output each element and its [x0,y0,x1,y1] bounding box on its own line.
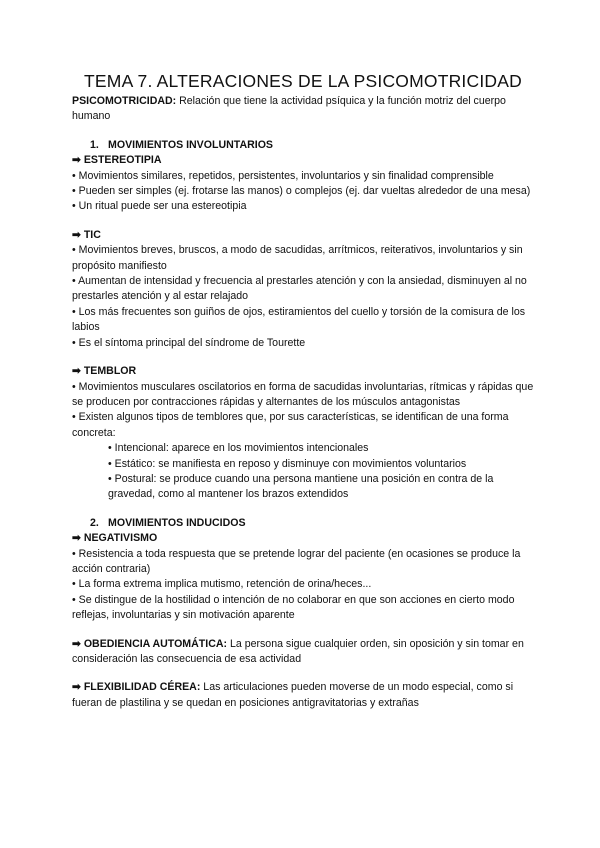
section-2-heading [90,516,534,531]
list-item: • Se distingue de la hostilidad o intención de no colaborar en que son acciones en cierto modo reflejas, involuntarias y sin motivación aparente [72,593,515,622]
obediencia-text: La persona sigue cualquier orden, sin oposición y sin tomar en consideración las consecuencia de esa actividad [72,637,524,665]
sub-list-item: • Intencional: aparece en los movimientos intencionales [108,442,369,455]
definition-text: Relación que tiene la actividad psíquica y la función motriz del cuerpo humano [72,95,506,123]
definition-paragraph [72,94,534,125]
flexibilidad-text: Las articulaciones pueden moverse de un modo especial, como si fueran de plastilina y se quedan en posiciones antigravitatorias y extrañas [72,681,514,709]
negativismo-heading: ➡ NEGATIVISMO [72,532,158,545]
list-item: • Resistencia a toda respuesta que se pretende lograr del paciente (en ocasiones se produce la acción contraria) [72,547,521,575]
section-2-number: 2. [90,516,99,529]
tic-heading: ➡ TIC [72,228,101,241]
flexibilidad-paragraph [72,680,534,711]
flexibilidad-heading: ➡ FLEXIBILIDAD CÉREA: [72,681,201,694]
section-1-number: 1. [90,138,99,151]
list-item: • Un ritual puede ser una estereotipia [72,200,247,213]
list-item: • Es el síntoma principal del síndrome de Tourette [72,336,306,349]
list-item: • Pueden ser simples (ej. frotarse las manos) o complejos (ej. dar vueltas alrededor de una mesa) [72,185,531,198]
list-item: • Aumentan de intensidad y frecuencia al prestarles atención y con la ansiedad, disminuyen al no prestarles atención y al estar relajado [72,275,527,303]
sub-list-item: • Estático: se manifiesta en reposo y disminuye con movimientos voluntarios [108,457,467,470]
list-item: • Movimientos breves, bruscos, a modo de sacudidas, arrítmicos, reiterativos, involuntarios y sin propósito manifiesto [72,244,523,272]
list-item: • Los más frecuentes son guiños de ojos, estiramientos del cuello y torsión de la comisura de los labios [72,305,526,334]
list-item: • Existen algunos tipos de temblores que, por sus características, se identifican de una forma concreta: [72,411,509,439]
section-1-title: MOVIMIENTOS INVOLUNTARIOS [108,138,273,151]
definition-term: PSICOMOTRICIDAD: [72,95,177,107]
document-page [72,70,534,711]
obediencia-paragraph [72,637,534,668]
page-title: TEMA 7. ALTERACIONES DE LA PSICOMOTRICIDAD [84,71,522,91]
list-item: • Movimientos musculares oscilatorios en forma de sacudidas involuntarias, rítmicas y rápidas que se producen por contracciones rápidas y alternantes de los músculos antagonistas [72,380,534,408]
temblor-heading: ➡ TEMBLOR [72,365,137,378]
sub-list-item: • Postural: se produce cuando una persona mantiene una posición en contra de la gravedad, como al mantener los brazos extendidos [108,472,494,501]
list-item: • Movimientos similares, repetidos, persistentes, involuntarios y sin finalidad comprensible [72,169,494,182]
list-item: • La forma extrema implica mutismo, retención de orina/heces... [72,578,372,591]
estereotipia-heading: ➡ ESTEREOTIPIA [72,154,162,167]
section-2-title: MOVIMIENTOS INDUCIDOS [108,516,246,529]
obediencia-heading: ➡ OBEDIENCIA AUTOMÁTICA: [72,637,228,650]
section-1-heading [90,138,534,153]
